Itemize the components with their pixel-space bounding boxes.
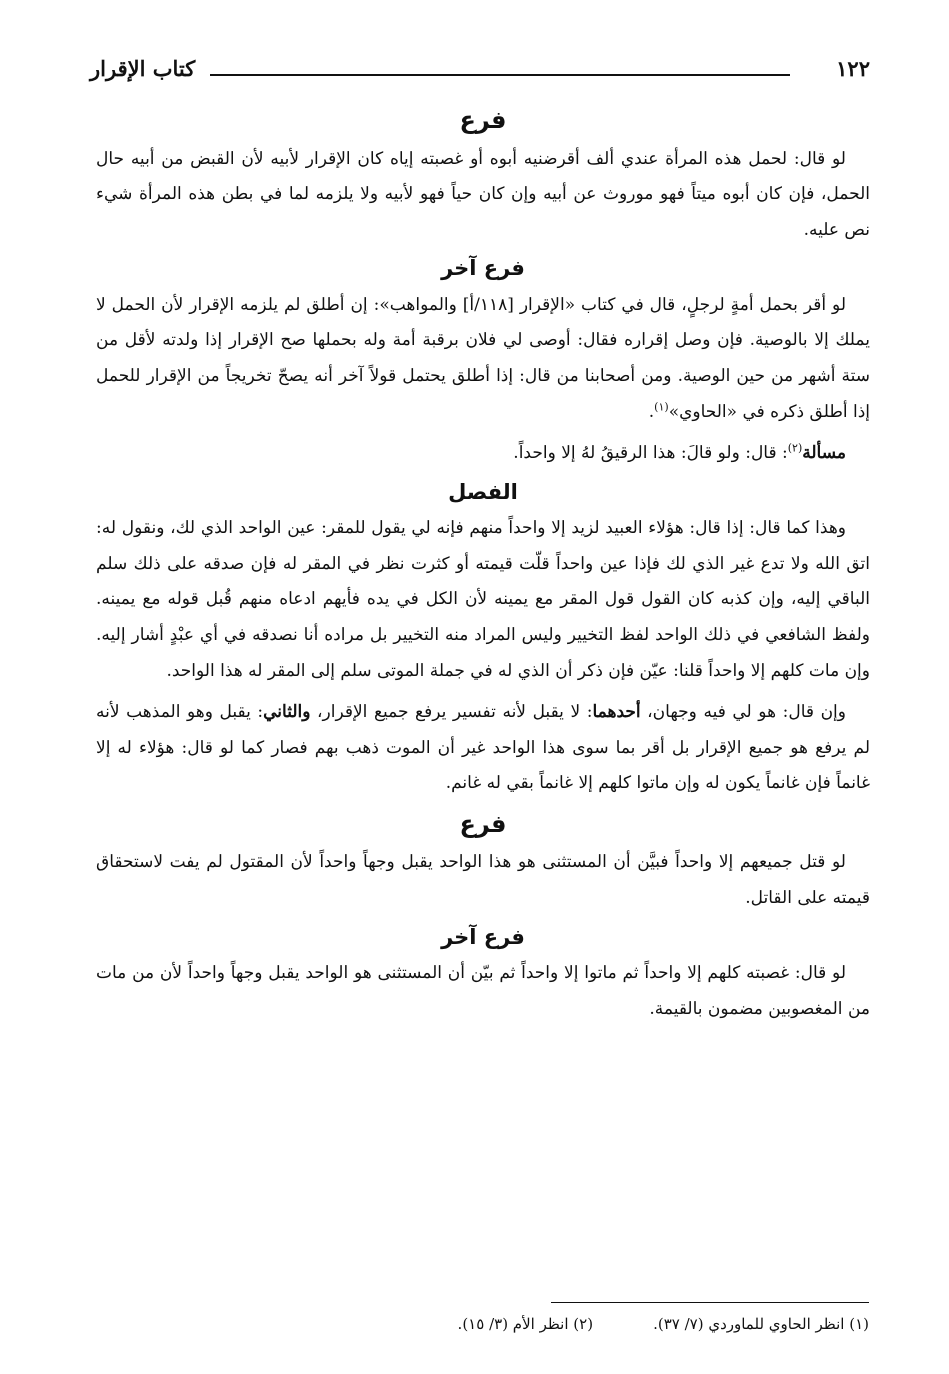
footnote-ref-2[interactable]: (٢) bbox=[787, 441, 803, 455]
paragraph-masala bbox=[96, 436, 870, 472]
opinion-two-label: والثاني bbox=[263, 702, 311, 723]
header-rule bbox=[210, 74, 790, 76]
section-heading-far-akhar: فرع آخر bbox=[441, 256, 525, 281]
page-number: ١٢٢ bbox=[836, 56, 870, 81]
footnotes bbox=[309, 1312, 869, 1336]
section-heading-fasl: الفصل bbox=[448, 479, 518, 504]
running-header bbox=[90, 56, 870, 90]
paragraph-slaves-exception: وهذا كما قال: إذا قال: هؤلاء العبيد لزيد إلا واحداً منهم فإنه لي يقول للمقر: عين الواحد الذي لك، ونقول له: اتق الله ولا تدع غير الذي لك فإذا عين واحداً قلّت قيمته أو كثرت نظر في المقر له فإن صدقه على ذلك سلم الباقي إليه، وإن كذبه كان القول قول المقر مع يمينه لأن الكل في يده فأيهم ادعاه منهم قُبل قوله مع يمينه. ولفظ الشافعي في ذلك الواحد لفظ التخيير وليس المراد منه التخيير بل مراده أنا نصدقه في أي عبْدٍ أشار إليه. وإن مات كلهم إلا واحداً قلنا: عيّن فإن ذكر أن الذي له في جملة الموتى سلم إلى المقر له هذا الواحد. bbox=[96, 518, 870, 681]
paragraph-two-opinions bbox=[96, 695, 870, 802]
page-body bbox=[96, 104, 870, 1033]
paragraph-killed-all: لو قتل جميعهم إلا واحداً فبيَّن أن المستثنى هو هذا الواحد يقبل وجهاً واحداً لأن المقتول لم يفت لاستحقاق قيمته على القاتل. bbox=[96, 852, 870, 909]
paragraph-usurped: لو قال: غصبته كلهم إلا واحداً ثم ماتوا إلا واحداً ثم بيّن أن المستثنى هو الواحد يقبل وجهاً واحداً لأن من مات من المغصوبين مضمون بالقيمة. bbox=[96, 963, 870, 1019]
text-part: : يقبل وهو المذهب لأنه لم يرفع هو جميع الإقرار بل أقر بما سوى هذا الواحد غير أن الموت ذهب بهم فصار كما لو قال: هؤلاء له إلا غانماً فإن غانماً يكون له وإن ماتوا كلهم إلا غانماً بقي له غانم. bbox=[96, 702, 870, 794]
book-title: كتاب الإقرار bbox=[90, 56, 196, 81]
masala-text: : قال: ولو قالَ: هذا الرقيقُ لهُ إلا واحداً. bbox=[513, 443, 788, 464]
text-part: وإن قال: هو لي فيه وجهان، bbox=[640, 702, 846, 723]
footnote-2: (٢) انظر الأم (٣/ ١٥). bbox=[457, 1315, 594, 1333]
section-heading-far-akhar-2: فرع آخر bbox=[441, 924, 525, 949]
paragraph-pregnancy-loan: لو قال: لحمل هذه المرأة عندي ألف أقرضنيه أبوه أو غصبته إياه كان الإقرار لأبيه لأن القبض من أبيه حال الحمل، فإن كان أبوه ميتاً فهو موروث عن أبيه وإن كان حياً فهو لأبيه ولا يلزمه لما في بطن هذه المرأة شيء نص عليه. bbox=[96, 148, 870, 240]
opinion-one-label: أحدهما bbox=[592, 702, 641, 723]
section-heading-far: فرع bbox=[459, 106, 507, 134]
masala-label: مسألة bbox=[802, 443, 846, 464]
text-part: : لا يقبل لأنه تفسير يرفع جميع الإقرار، bbox=[310, 702, 593, 723]
paragraph-pregnant-slave bbox=[96, 288, 870, 430]
footnote-ref-1[interactable]: (١) bbox=[654, 399, 669, 413]
paragraph-end: . bbox=[648, 401, 655, 422]
footnote-rule bbox=[551, 1302, 869, 1303]
footnote-1: (١) انظر الحاوي للماوردي (٧/ ٣٧). bbox=[653, 1315, 869, 1333]
paragraph-text: لو أقر بحمل أمةٍ لرجلٍ، قال في كتاب «الإقرار [١١٨/أ] والمواهب»: إن أطلق لم يلزمه الإقرار لأن الحمل لا يملك إلا بالوصية. فإن وصل إقراره فقال: أوصى لي فلان برقبة أمة وله بحملها صح الإقرار إذا ولدته لأقل من ستة أشهر من حين الوصية. ومن أصحابنا من قال: إذا أطلق يحتمل قولاً آخر أنه يصحّ تخريجاً من الإقرار للحمل إذا أطلق ذكره في «الحاوي» bbox=[96, 294, 870, 422]
section-heading-far-2: فرع bbox=[459, 809, 507, 838]
